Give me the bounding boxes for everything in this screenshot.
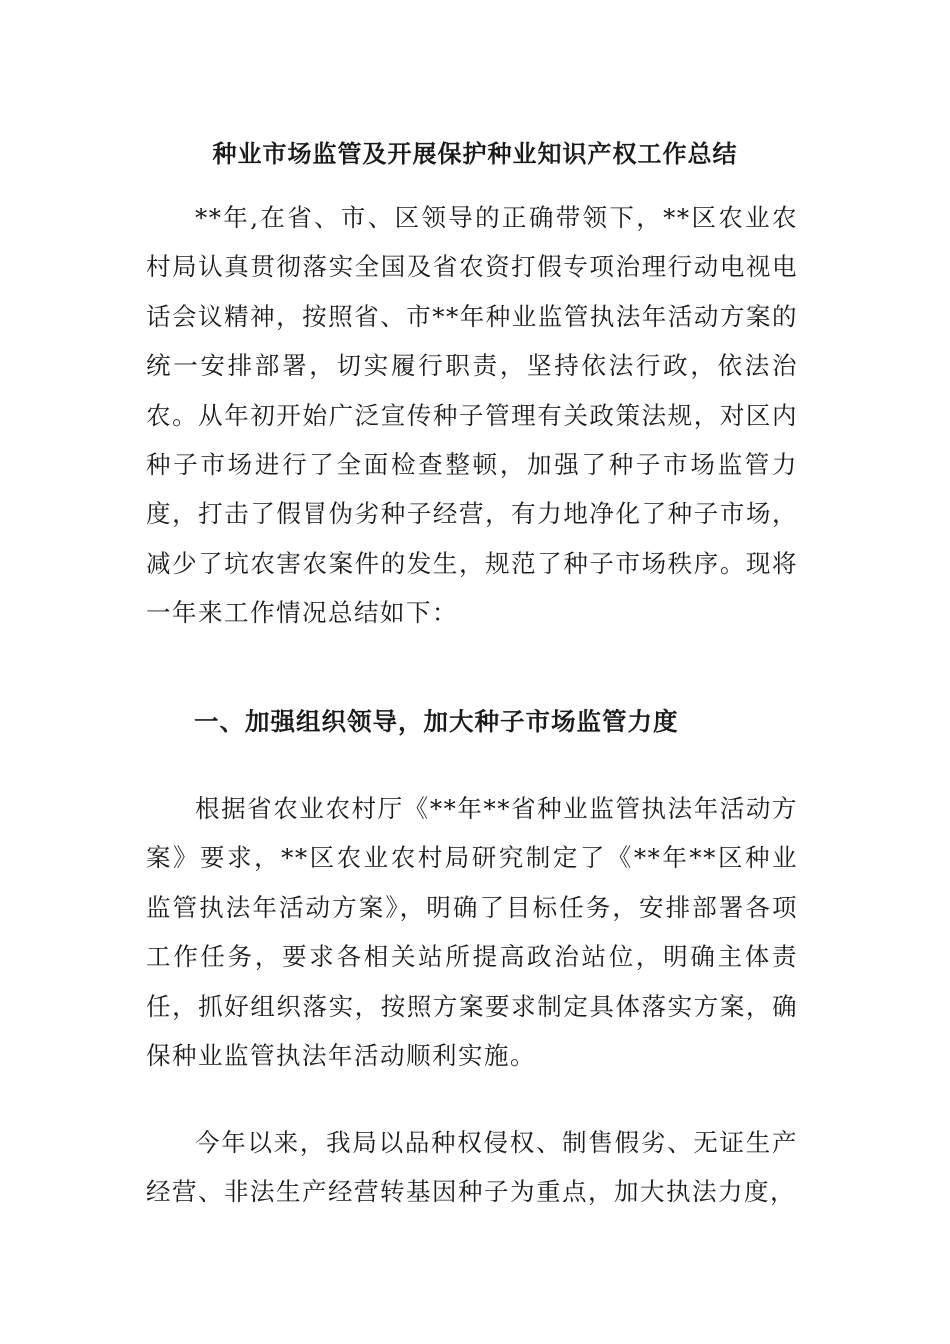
section-heading: 一、加强组织领导，加大种子市场监管力度 xyxy=(194,707,679,736)
intro-paragraph: **年,在省、市、区领导的正确带领下，**区农业农村局认真贯彻落实全国及省农资打假专项治理行动电视电话会议精神，按照省、市**年种业监管执法年活动方案的统一安排部署，切实履行职责，坚持依法行政，依法治农。从年初开始广泛宣传种子管理有关政策法规，对区内种子市场进行了全面检查整顿，加强了种子市场监管力度，打击了假冒伪劣种子经营，有力地净化了种子市场，减少了坑农害农案件的发生，规范了种子市场秩序。现将一年来工作情况总结如下： xyxy=(146,203,798,628)
body-paragraph: 根据省农业农村厅《**年**省种业监管执法年活动方案》要求，**区农业农村局研究制定了《**年**区种业监管执法年活动方案》，明确了目标任务，安排部署各项工作任务，要求各相关站所提高政治站位，明确主体责任，抓好组织落实，按照方案要求制定具体落实方案，确保种业监管执法年活动顺利实施。 xyxy=(146,794,798,1071)
document-title: 种业市场监管及开展保护种业知识产权工作总结 xyxy=(212,139,738,168)
body-paragraph-continued: 今年以来，我局以品种权侵权、制售假劣、无证生产经营、非法生产经营转基因种子为重点，加大执法力度， xyxy=(146,1128,798,1207)
